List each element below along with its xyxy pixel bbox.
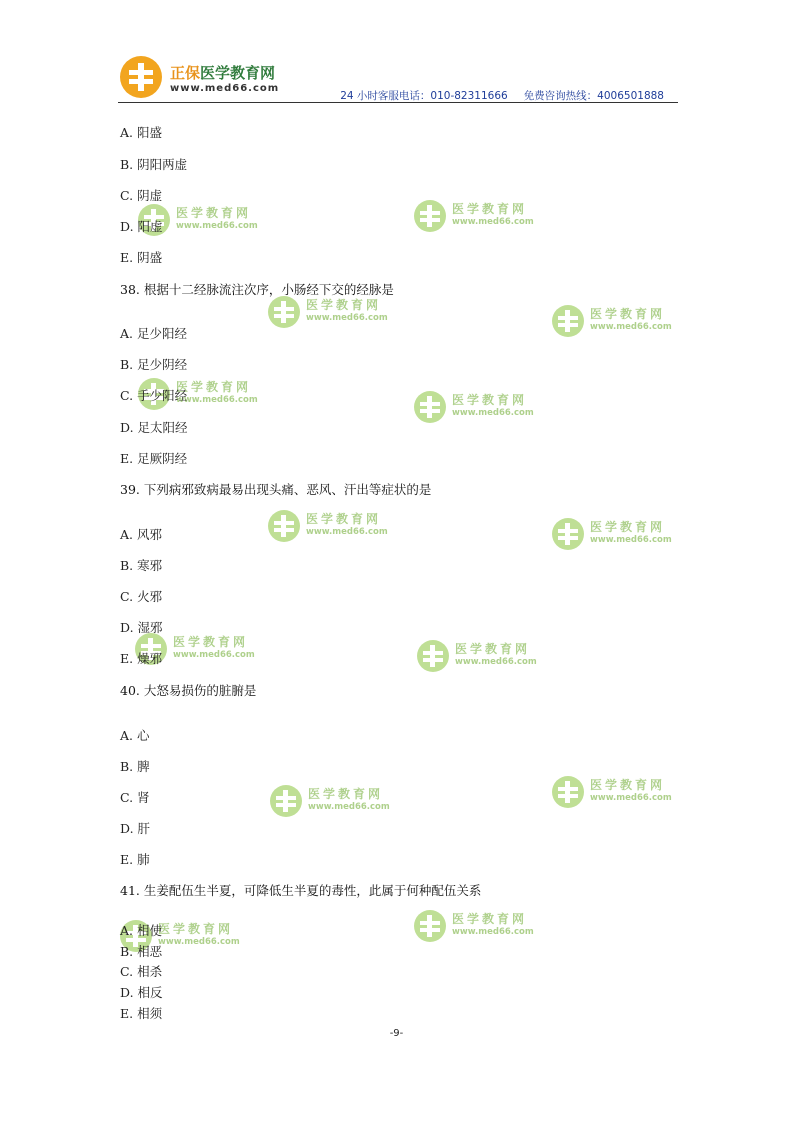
option-line: A. 风邪 — [120, 527, 162, 542]
watermark-logo: 医学教育网 www.med66.com — [417, 638, 547, 674]
watermark-cross-icon — [270, 785, 302, 817]
watermark-cross-icon — [268, 296, 300, 328]
question-41: 41. 生姜配伍生半夏，可降低生半夏的毒性，此属于何种配伍关系 — [120, 883, 482, 898]
brand-prefix: 正保 — [170, 64, 201, 82]
watermark-logo: 医学教育网 www.med66.com — [414, 389, 544, 425]
option-line: B. 寒邪 — [120, 558, 163, 573]
option-line: B. 足少阴经 — [120, 357, 188, 372]
watermark-logo: 医学教育网 www.med66.com — [135, 631, 265, 667]
watermark-cross-icon — [552, 518, 584, 550]
option-line: D. 肝 — [120, 821, 151, 836]
option-line: E. 阴盛 — [120, 250, 163, 265]
watermark-logo: 医学教育网 www.med66.com — [120, 918, 250, 954]
watermark-logo: 医学教育网 www.med66.com — [552, 774, 682, 810]
watermark-cross-icon — [414, 391, 446, 423]
watermark-cross-icon — [552, 776, 584, 808]
option-line: C. 肾 — [120, 790, 150, 805]
watermark-cross-icon — [552, 305, 584, 337]
option-line: E. 肺 — [120, 852, 150, 867]
page-number: -9- — [389, 1028, 404, 1039]
watermark-logo: 医学教育网 www.med66.com — [138, 202, 268, 238]
watermark-cross-icon — [417, 640, 449, 672]
brand-suffix: 医学教育网 — [200, 64, 276, 82]
brand-name — [170, 62, 275, 83]
option-line: C. 相杀 — [120, 964, 163, 979]
watermark-logo: 医学教育网 www.med66.com — [552, 516, 682, 552]
watermark-logo: 医学教育网 www.med66.com — [270, 783, 400, 819]
watermark-logo: 医学教育网 www.med66.com — [414, 198, 544, 234]
option-line: B. 脾 — [120, 759, 150, 774]
watermark-logo: 医学教育网 www.med66.com — [138, 376, 268, 412]
watermark-logo: 医学教育网 www.med66.com — [552, 303, 682, 339]
option-line: D. 阳虚 — [120, 219, 163, 234]
watermark-cross-icon — [414, 910, 446, 942]
brand-url: www.med66.com — [170, 83, 280, 94]
option-line: E. 足厥阴经 — [120, 451, 188, 466]
brand-logo-icon — [120, 56, 162, 98]
watermark-logo: 医学教育网 www.med66.com — [268, 294, 398, 330]
page-header — [118, 56, 678, 104]
watermark-logo: 医学教育网 www.med66.com — [268, 508, 398, 544]
watermark-logo: 医学教育网 www.med66.com — [414, 908, 544, 944]
watermark-cross-icon — [268, 510, 300, 542]
option-line: B. 相恶 — [120, 944, 163, 959]
option-line: D. 湿邪 — [120, 620, 163, 635]
header-divider — [118, 102, 678, 103]
option-line: A. 足少阳经 — [120, 326, 187, 341]
option-line: E. 燥邪 — [120, 651, 163, 666]
option-line: C. 阴虚 — [120, 188, 163, 203]
question-40: 40. 大怒易损伤的脏腑是 — [120, 683, 257, 698]
option-line: D. 足太阳经 — [120, 420, 188, 435]
question-38: 38. 根据十二经脉流注次序，小肠经下交的经脉是 — [120, 282, 394, 297]
free-hotline: 免费咨询热线：4006501888 — [523, 90, 664, 102]
contact-info — [340, 88, 664, 103]
watermark-cross-icon — [414, 200, 446, 232]
option-line: D. 相反 — [120, 985, 163, 1000]
option-line: E. 相须 — [120, 1006, 163, 1021]
question-39: 39. 下列病邪致病最易出现头痛、恶风、汗出等症状的是 — [120, 482, 432, 497]
option-line: C. 火邪 — [120, 589, 163, 604]
option-line: C. 手少阳经 — [120, 388, 188, 403]
service-phone: 24 小时客服电话：010-82311666 — [340, 90, 508, 102]
option-line: A. 相使 — [120, 923, 162, 938]
option-line: A. 阳盛 — [120, 125, 162, 140]
option-line: B. 阴阳两虚 — [120, 157, 188, 172]
option-line: A. 心 — [120, 728, 150, 743]
